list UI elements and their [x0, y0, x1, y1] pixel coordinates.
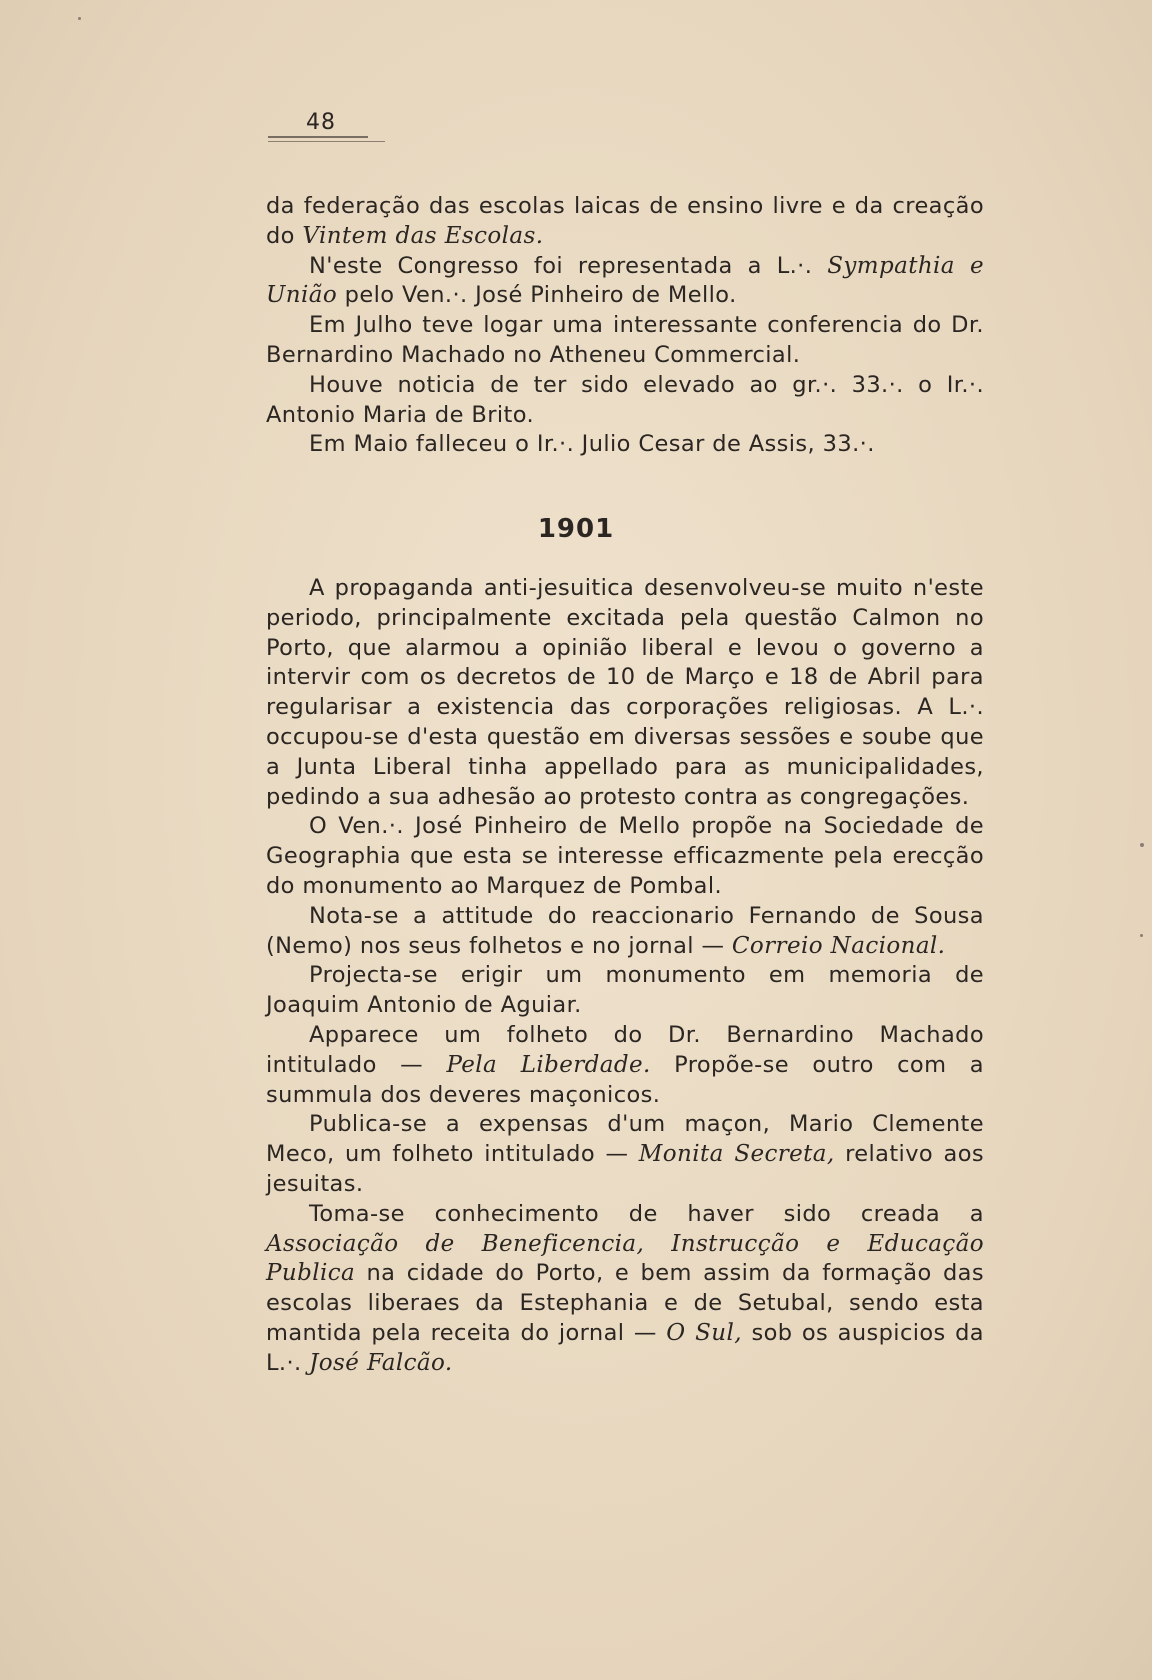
- paragraph: da federação das escolas laicas de ensino livre e da creação do Vintem das Escolas.: [266, 193, 984, 249]
- paper-speck: [1140, 843, 1144, 847]
- italic-title: Vintem das Escolas.: [302, 222, 544, 249]
- italic-title: Sympathia e União: [266, 252, 984, 309]
- paragraph: Houve noticia de ter sido elevado ao gr.·. 33.·. o Ir.·. Antonio Maria de Brito.: [266, 371, 984, 428]
- paragraph: Nota-se a attitude do reaccionario Fernando de Sousa (Nemo) nos seus folhetos e no jornal — Correio Nacional.: [266, 902, 984, 959]
- paragraph: Toma-se conhecimento de haver sido creada a Associação de Beneficencia, Instrucção e Educação Publica na cidade do Porto, e bem assim da formação das escolas liberaes da Estephania e de Setubal, sendo esta mantida pela receita do jornal — O Sul, sob os auspicios da L.·. José Falcão.: [266, 1200, 984, 1376]
- italic-title: José Falcão.: [309, 1349, 453, 1376]
- italic-title: Monita Secreta,: [638, 1141, 835, 1168]
- italic-title: Pela Liberdade.: [446, 1051, 651, 1078]
- paragraph: Apparece um folheto do Dr. Bernardino Machado intitulado — Pela Liberdade. Propõe-se outro com a summula dos deveres maçonicos.: [266, 1021, 984, 1108]
- paragraph: N'este Congresso foi representada a L.·. Sympathia e União pelo Ven.·. José Pinheiro de Mello.: [266, 252, 984, 309]
- paper-speck: [78, 17, 81, 20]
- paragraph: A propaganda anti-jesuitica desenvolveu-se muito n'este periodo, principalmente excitada pela questão Calmon no Porto, que alarmou a opinião liberal e levou o governo a intervir com os decretos de 10 de Março e 18 de Abril para regularisar a existencia das corporações religiosas. A L.·. occupou-se d'esta questão em diversas sessões e soube que a Junta Liberal tinha appellado para as municipalidades, pedindo a sua adhesão ao protesto contra as congregações.: [266, 575, 984, 810]
- paragraph: Projecta-se erigir um monumento em memoria de Joaquim Antonio de Aguiar.: [266, 962, 984, 1019]
- italic-title: Associação de Beneficencia, Instrucção e Educação Publica: [266, 1230, 984, 1287]
- top-text-block: [266, 192, 984, 460]
- body-text-block: [266, 574, 984, 1379]
- paragraph: Publica-se a expensas d'um maçon, Mario Clemente Meco, um folheto intitulado — Monita Secreta, relativo aos jesuitas.: [266, 1111, 984, 1197]
- paragraph: Em Julho teve logar uma interessante conferencia do Dr. Bernardino Machado no Atheneu Commercial.: [266, 312, 984, 368]
- page-number-rule-lower: [268, 141, 385, 142]
- italic-title: Correio Nacional.: [731, 932, 946, 959]
- paragraph: O Ven.·. José Pinheiro de Mello propõe na Sociedade de Geographia que esta se interesse efficazmente pela erecção do monumento ao Marquez de Pombal.: [266, 813, 984, 899]
- year-heading: 1901: [537, 514, 615, 544]
- page-number: 48: [306, 110, 336, 135]
- paragraph: Em Maio falleceu o Ir.·. Julio Cesar de Assis, 33.·.: [309, 431, 875, 458]
- paper-speck: [1140, 934, 1143, 937]
- italic-title: O Sul,: [666, 1319, 742, 1346]
- page-number-rule: [268, 136, 368, 138]
